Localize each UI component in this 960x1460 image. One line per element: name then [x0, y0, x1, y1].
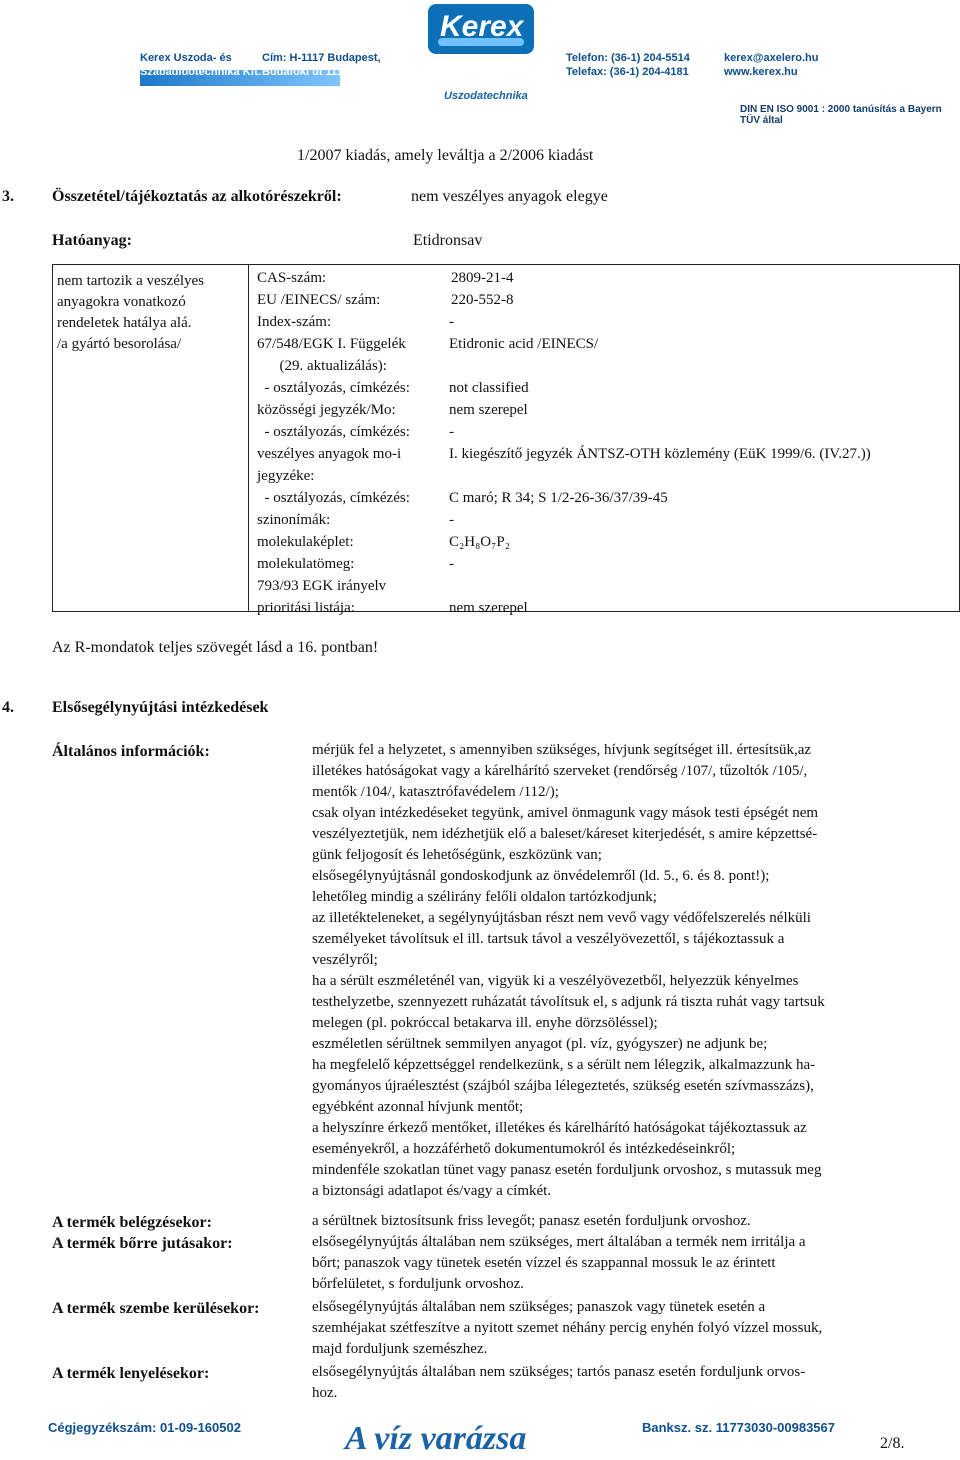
- composition-row-value: 220-552-8: [451, 292, 514, 308]
- text-line: bőrfelületet, s forduljunk orvoshoz.: [312, 1276, 525, 1292]
- text-line: elsősegélynyújtás általában nem szükséges; tartós panasz esetén forduljunk orvos-: [312, 1364, 806, 1380]
- text-line: mentők /104/, katasztrófavédelem /112/);: [312, 784, 559, 800]
- text-line: hoz.: [312, 1385, 338, 1401]
- website: www.kerex.hu: [724, 66, 798, 78]
- text-line: günk feljogosít és lehetőségünk, eszközünk van;: [312, 847, 602, 863]
- composition-row-value: I. kiegészítő jegyzék ÁNTSZ-OTH közlemény (EüK 1999/6. (IV.27.)): [449, 446, 871, 462]
- address-1: Cím: H-1117 Budapest,: [262, 52, 381, 64]
- composition-row-label: Index-szám:: [257, 314, 332, 330]
- text-line: elsősegélynyújtásnál gondoskodjunk az önvédelemről (ld. 5., 6. és 8. pont!);: [312, 868, 770, 884]
- text-line: testhelyzetbe, szennyezett ruházatát távolítsuk el, s adjunk rá tiszta ruhát vagy tartsuk: [312, 994, 825, 1010]
- text-line: mérjük fel a helyzetet, s amennyiben szükséges, hívjunk segítséget ill. értesítsük,az: [312, 742, 812, 758]
- composition-row-value: Etidronic acid /EINECS/: [449, 336, 599, 352]
- footer: [0, 1408, 960, 1460]
- composition-row-label: molekulatömeg:: [257, 556, 355, 572]
- composition-row-value: 2809-21-4: [451, 270, 514, 286]
- text-line: bőrt; panaszok vagy tünetek esetén vízzel és szappannal mossuk le az érintett: [312, 1255, 776, 1271]
- composition-row-value: -: [449, 314, 454, 330]
- page-number: 2/8.: [880, 1435, 905, 1452]
- composition-row-value: not classified: [449, 380, 529, 396]
- logo-text: Kerex: [440, 10, 524, 43]
- text-line: elsősegélynyújtás általában nem szükséges; panaszok vagy tünetek esetén a: [312, 1299, 766, 1315]
- text-line: személyeket távolítsuk el ill. tartsuk távol a veszélyövezettől, s tájékoztassuk a: [312, 931, 785, 947]
- text-line: veszélyről;: [312, 952, 378, 968]
- classification-line: rendeletek hatálya alá.: [57, 315, 192, 331]
- fax: Telefax: (36-1) 204-4181: [566, 66, 689, 78]
- text-line: a sérültnek biztosítsunk friss levegőt; panasz esetén forduljunk orvoshoz.: [312, 1213, 751, 1229]
- text-line: eszméletlen sérültnek semmilyen anyagot (pl. víz, gyógyszer) ne adjunk be;: [312, 1036, 768, 1052]
- text-line: elsősegélynyújtás általában nem szükséges, mert általában a termék nem irritálja a: [312, 1234, 806, 1250]
- text-line: az illetékteleneket, a segélynyújtásban részt nem vevő vagy védőfelszerelés nélküli: [312, 910, 811, 926]
- general-info-text: [312, 740, 825, 1202]
- classification-line: anyagokra vonatkozó: [57, 294, 186, 310]
- classification-line: /a gyártó besorolása/: [57, 336, 182, 352]
- composition-row-label: veszélyes anyagok mo-i: [257, 446, 402, 462]
- section4-title: Elsősegélynyújtási intézkedések: [52, 699, 269, 716]
- inhalation-text: [312, 1211, 751, 1232]
- text-line: eseményekről, a hozzáférhető dokumentumokról és intézkedéseinkről;: [312, 1141, 736, 1157]
- text-line: a helyszínre érkező mentőket, illetékes és kárelhárító hatóságokat tájékoztassuk az: [312, 1120, 807, 1136]
- text-line: mindenféle szokatlan tünet vagy panasz esetén forduljunk orvoshoz, s mutassuk meg: [312, 1162, 822, 1178]
- r-phrases-note: Az R-mondatok teljes szövegét lásd a 16. pontban!: [52, 639, 379, 656]
- composition-row-label: 67/548/EGK I. Függelék: [257, 336, 406, 352]
- letterhead: [0, 0, 960, 126]
- text-line: csak olyan intézkedéseket tegyünk, amivel önmagunk vagy mások testi épségét nem: [312, 805, 819, 821]
- ingestion-text: [312, 1362, 805, 1404]
- edition-note: 1/2007 kiadás, amely leváltja a 2/2006 kiadást: [297, 147, 594, 164]
- company-name-1: Kerex Uszoda- és: [140, 52, 232, 64]
- text-line: ha megfelelő képzettséggel rendelkezünk, s a sérült nem lélegzik, alkalmazzunk ha-: [312, 1057, 816, 1073]
- section4-number: 4.: [2, 699, 14, 716]
- ingestion-label: A termék lenyelésekor:: [52, 1365, 210, 1382]
- table-divider: [248, 265, 249, 611]
- text-line: lehetőleg mindig a szélirány felőli oldalon tartózkodjunk;: [312, 889, 657, 905]
- email: kerex@axelero.hu: [724, 52, 819, 64]
- section3-title-value: nem veszélyes anyagok elegye: [411, 188, 608, 205]
- composition-table: [52, 264, 960, 612]
- bank-account: Banksz. sz. 11773030-00983567: [642, 1420, 835, 1435]
- text-line: veszélyeztetjük, nem idézhetjük elő a baleset/káreset kiterjedését, s amire képzettsé-: [312, 826, 818, 842]
- address-2: Budafoki út 111-113.: [262, 66, 368, 78]
- composition-row-label: 793/93 EGK irányelv: [257, 578, 387, 594]
- phone: Telefon: (36-1) 204-5514: [566, 52, 690, 64]
- composition-row-value: nem szerepel: [449, 600, 528, 616]
- composition-row-label: - osztályozás, címkézés:: [257, 490, 410, 506]
- composition-row-value: C maró; R 34; S 1/2-26-36/37/39-45: [449, 490, 668, 506]
- company-name-2: Szabadidőtechnika Kft.: [140, 66, 262, 78]
- text-line: illetékes hatóságokat vagy a kárelhárító szerveket (rendőrség /107/, tűzoltók /105/,: [312, 763, 808, 779]
- classification-note: [57, 271, 204, 355]
- composition-row-label: CAS-szám:: [257, 270, 327, 286]
- composition-row-label: jegyzéke:: [257, 468, 315, 484]
- inhalation-label: A termék belégzésekor:: [52, 1214, 212, 1231]
- composition-row-value: C₂H₈O₇P₂: [449, 534, 510, 550]
- composition-row-value: -: [449, 512, 454, 528]
- composition-row-label: közösségi jegyzék/Mo:: [257, 402, 396, 418]
- composition-row-label: prioritási listája:: [257, 600, 355, 616]
- skin-contact-label: A termék bőrre jutásakor:: [52, 1235, 233, 1252]
- section3-number: 3.: [2, 188, 14, 205]
- composition-row-label: szinonímák:: [257, 512, 331, 528]
- footer-slogan: A víz varázsa: [345, 1420, 527, 1457]
- active-ingredient-label: Hatóanyag:: [52, 232, 132, 249]
- eye-contact-label: A termék szembe kerülésekor:: [52, 1300, 260, 1317]
- classification-line: nem tartozik a veszélyes: [57, 273, 205, 289]
- composition-row-label: (29. aktualizálás):: [257, 358, 387, 374]
- text-line: egyébként azonnal hívjunk mentőt;: [312, 1099, 524, 1115]
- text-line: szemhéjakat szétfeszítve a nyitott szemet néhány percig enyhén folyó vízzel mossuk,: [312, 1320, 823, 1336]
- skin-contact-text: [312, 1232, 806, 1295]
- text-line: majd forduljunk szemészhez.: [312, 1341, 488, 1357]
- eye-contact-text: [312, 1297, 822, 1360]
- text-line: melegen (pl. pokróccal betakarva ill. enyhe dörzsöléssel);: [312, 1015, 658, 1031]
- composition-row-label: - osztályozás, címkézés:: [257, 424, 410, 440]
- active-ingredient-value: Etidronsav: [413, 232, 483, 249]
- composition-row-value: -: [449, 556, 454, 572]
- composition-row-label: - osztályozás, címkézés:: [257, 380, 410, 396]
- composition-row-label: molekulaképlet:: [257, 534, 354, 550]
- text-line: ha a sérült eszméleténél van, vigyük ki a veszélyövezetből, helyezzük kényelmes: [312, 973, 799, 989]
- text-line: gyományos újraélesztést (szájból szájba lélegeztetés, szükség esetén szívmasszázs),: [312, 1078, 814, 1094]
- iso-certificate: DIN EN ISO 9001 : 2000 tanúsítás a Bayern TÜV által: [740, 104, 942, 126]
- composition-row-value: -: [449, 424, 454, 440]
- section3-title: Összetétel/tájékoztatás az alkotórészekről:: [52, 188, 342, 205]
- logo-subtitle: Uszodatechnika: [444, 90, 528, 102]
- composition-row-label: EU /EINECS/ szám:: [257, 292, 381, 308]
- text-line: a biztonsági adatlapot és/vagy a címkét.: [312, 1183, 552, 1199]
- composition-row-value: nem szerepel: [449, 402, 528, 418]
- general-info-label: Általános információk:: [52, 743, 210, 760]
- company-registry: Cégjegyzékszám: 01-09-160502: [48, 1420, 241, 1435]
